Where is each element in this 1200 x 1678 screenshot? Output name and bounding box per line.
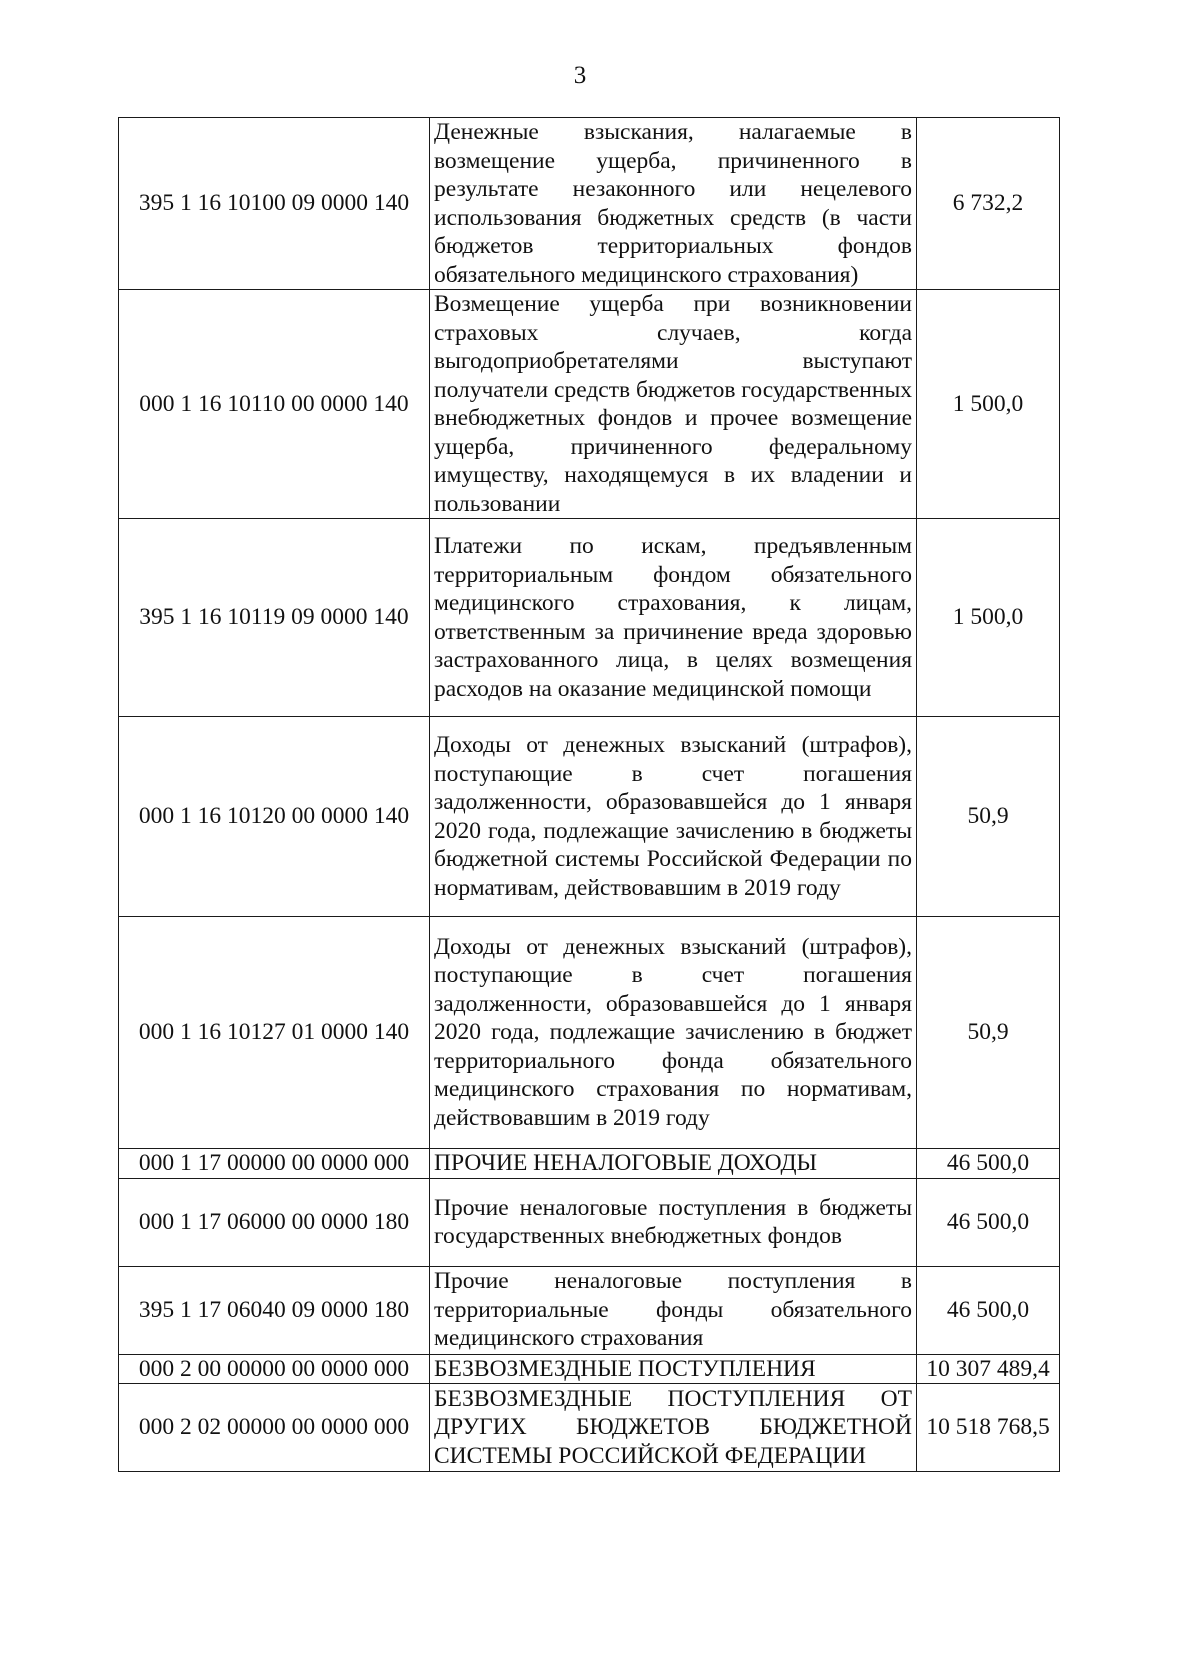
- table-row: [119, 1384, 1060, 1472]
- amount-cell: 46 500,0: [917, 1178, 1060, 1266]
- revenue-table: [118, 117, 1060, 1472]
- table-row: [119, 917, 1060, 1149]
- amount-cell: 46 500,0: [917, 1266, 1060, 1354]
- table-row: [119, 1266, 1060, 1354]
- amount-cell: 10 307 489,4: [917, 1354, 1060, 1384]
- budget-code-cell: 395 1 16 10119 09 0000 140: [119, 519, 430, 717]
- description-cell: Доходы от денежных взысканий (штрафов), поступающие в счет погашения задолженности, образовавшейся до 1 января 2020 года, подлежащие зачислению в бюджеты бюджетной системы Российской Федерации по нормативам, действовавшим в 2019 году: [430, 717, 917, 917]
- table-row: [119, 290, 1060, 519]
- budget-code-cell: 000 1 17 06000 00 0000 180: [119, 1178, 430, 1266]
- budget-code-cell: 395 1 17 06040 09 0000 180: [119, 1266, 430, 1354]
- budget-code-cell: 000 1 17 00000 00 0000 000: [119, 1149, 430, 1179]
- amount-cell: 50,9: [917, 917, 1060, 1149]
- amount-cell: 6 732,2: [917, 118, 1060, 290]
- budget-code-cell: 000 2 02 00000 00 0000 000: [119, 1384, 430, 1472]
- amount-cell: 1 500,0: [917, 290, 1060, 519]
- budget-code-cell: 000 1 16 10127 01 0000 140: [119, 917, 430, 1149]
- description-cell: Платежи по искам, предъявленным территориальным фондом обязательного медицинского страхования, к лицам, ответственным за причинение вреда здоровью застрахованного лица, в целях возмещения расходов на оказание медицинской помощи: [430, 519, 917, 717]
- table-row: [119, 717, 1060, 917]
- budget-code-cell: 000 1 16 10110 00 0000 140: [119, 290, 430, 519]
- amount-cell: 46 500,0: [917, 1149, 1060, 1179]
- description-cell: Прочие неналоговые поступления в территориальные фонды обязательного медицинского страхования: [430, 1266, 917, 1354]
- amount-cell: 1 500,0: [917, 519, 1060, 717]
- budget-code-cell: 395 1 16 10100 09 0000 140: [119, 118, 430, 290]
- description-cell: Доходы от денежных взысканий (штрафов), поступающие в счет погашения задолженности, образовавшейся до 1 января 2020 года, подлежащие зачислению в бюджет территориального фонда обязательного медицинского страхования по нормативам, действовавшим в 2019 году: [430, 917, 917, 1149]
- table-row: [119, 1149, 1060, 1179]
- description-cell: БЕЗВОЗМЕЗДНЫЕ ПОСТУПЛЕНИЯ: [430, 1354, 917, 1384]
- description-cell: Возмещение ущерба при возникновении страховых случаев, когда выгодоприобретателями выступают получатели средств бюджетов государственных внебюджетных фондов и прочее возмещение ущерба, причиненного федеральному имуществу, находящемуся в их владении и пользовании: [430, 290, 917, 519]
- description-cell: БЕЗВОЗМЕЗДНЫЕ ПОСТУПЛЕНИЯ ОТ ДРУГИХ БЮДЖЕТОВ БЮДЖЕТНОЙ СИСТЕМЫ РОССИЙСКОЙ ФЕДЕРАЦИИ: [430, 1384, 917, 1472]
- description-cell: Денежные взыскания, налагаемые в возмещение ущерба, причиненного в результате незаконного или нецелевого использования бюджетных средств (в части бюджетов территориальных фондов обязательного медицинского страхования): [430, 118, 917, 290]
- table-row: [119, 1354, 1060, 1384]
- page-number: 3: [573, 62, 587, 89]
- description-cell: Прочие неналоговые поступления в бюджеты государственных внебюджетных фондов: [430, 1178, 917, 1266]
- table-row: [119, 118, 1060, 290]
- amount-cell: 50,9: [917, 717, 1060, 917]
- budget-code-cell: 000 2 00 00000 00 0000 000: [119, 1354, 430, 1384]
- budget-code-cell: 000 1 16 10120 00 0000 140: [119, 717, 430, 917]
- table-row: [119, 519, 1060, 717]
- table-row: [119, 1178, 1060, 1266]
- amount-cell: 10 518 768,5: [917, 1384, 1060, 1472]
- description-cell: ПРОЧИЕ НЕНАЛОГОВЫЕ ДОХОДЫ: [430, 1149, 917, 1179]
